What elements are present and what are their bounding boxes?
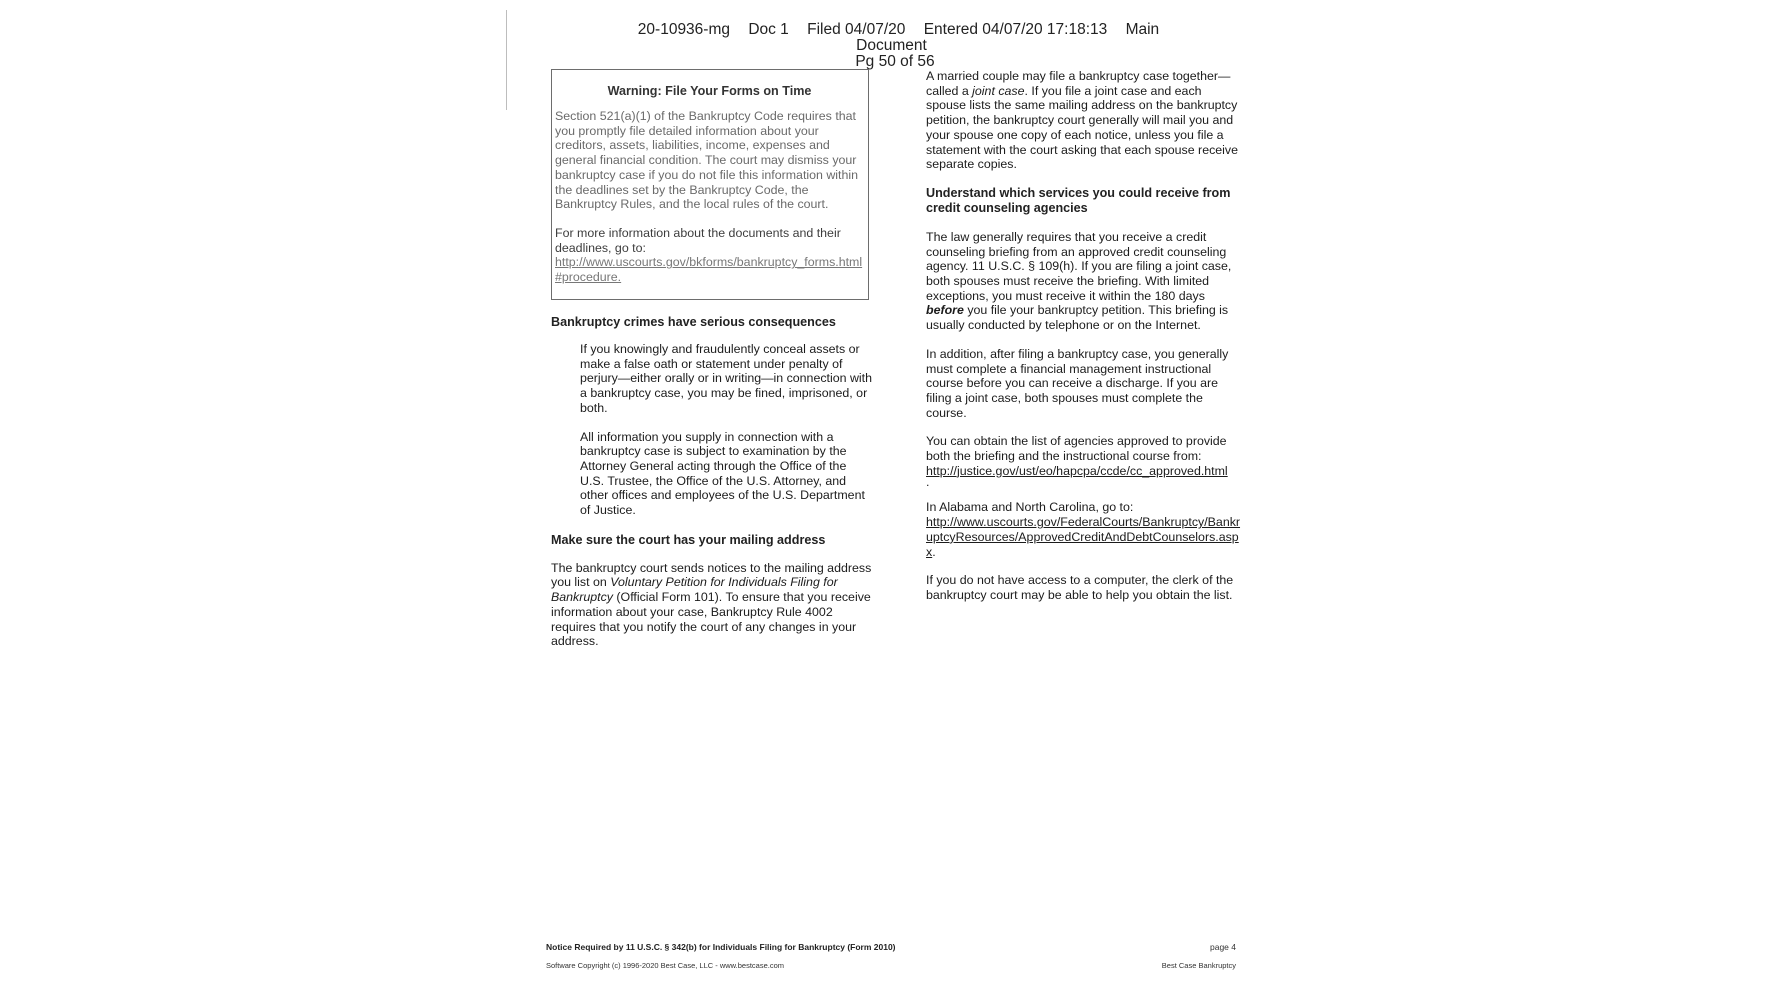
right-column: [926, 69, 1242, 603]
warning-title: Warning: File Your Forms on Time: [607, 84, 812, 98]
mailing-heading: Make sure the court has your mailing address: [551, 532, 826, 547]
footer-notice: Notice Required by 11 U.S.C. § 342(b) for Individuals Filing for Bankruptcy (Form 2010): [546, 942, 896, 952]
crimes-paragraph-2: All information you supply in connection with a bankruptcy case is subject to examination by the Attorney General acting through the Office of the U.S. Trustee, the Office of the U.S. Attorney, and other offices and employees of the U.S. Department of Justice.: [580, 429, 865, 518]
forms-deadlines-link[interactable]: http://www.uscourts.gov/bkforms/bankruptcy_forms.html#procedure.: [555, 255, 863, 285]
doc-number: Doc 1: [748, 21, 789, 38]
link2-period: .: [932, 544, 936, 559]
link1-period: .: [926, 475, 930, 490]
filed-date: Filed 04/07/20: [807, 21, 906, 38]
warning-box: [551, 69, 869, 300]
counseling-paragraph-2: In addition, after filing a bankruptcy case, you generally must complete a financial management instructional course before you can receive a discharge. If you are filing a joint case, both spouses must complete the course.: [926, 346, 1229, 420]
warning-more-info: For more information about the documents and their deadlines, go to:: [555, 225, 841, 255]
alabama-nc-paragraph: In Alabama and North Carolina, go to:: [926, 500, 1134, 515]
clerk-help-paragraph: If you do not have access to a computer, the clerk of the bankruptcy court may be able to help you obtain the list.: [926, 573, 1234, 602]
footer-copyright: Software Copyright (c) 1996-2020 Best Case, LLC - www.bestcase.com: [546, 961, 785, 970]
court-header: [600, 22, 1190, 70]
case-number: 20-10936-mg: [637, 21, 730, 38]
counseling-paragraph-1: The law generally requires that you receive a credit counseling briefing from an approved credit counseling agency. 11 U.S.C. § 109(h). If you are filing a joint case, both spouses must receive the briefing. With limited exceptions, you must receive it within the 180 days before you file your bankruptcy petition. This briefing is usually conducted by telephone or on the Internet.: [926, 229, 1232, 333]
footer-page-number: page 4: [1210, 942, 1236, 952]
scan-edge-line: [506, 10, 507, 110]
crimes-heading: Bankruptcy crimes have serious consequences: [551, 315, 836, 329]
approved-agencies-link[interactable]: http://justice.gov/ust/eo/hapcpa/ccde/cc_approved.html: [926, 463, 1228, 478]
entered-date: Entered 04/07/20 17:18:13: [923, 21, 1108, 38]
counseling-paragraph-3: You can obtain the list of agencies approved to provide both the briefing and the instructional course from:: [926, 434, 1227, 464]
footer-brand: Best Case Bankruptcy: [1161, 961, 1236, 970]
left-column: [551, 69, 873, 649]
document-type: Main Document: [856, 21, 1160, 54]
joint-case-paragraph: A married couple may file a bankruptcy case together—called a joint case. If you file a joint case and each spouse lists the same mailing address on the bankruptcy petition, the bankruptcy court generally will mail you and your spouse one copy of each notice, unless you file a statement with the court asking that each spouse receive separate copies.: [926, 69, 1239, 172]
alabama-nc-counselors-link[interactable]: http://www.uscourts.gov/FederalCourts/Bankruptcy/BankruptcyResources/ApprovedCreditAndDebtCounselors.aspx: [926, 515, 1241, 559]
counseling-heading: Understand which services you could receive from credit counseling agencies: [926, 185, 1231, 215]
mailing-paragraph: The bankruptcy court sends notices to the mailing address you list on Voluntary Petition for Individuals Filing for Bankruptcy (Official Form 101). To ensure that you receive information about your case, Bankruptcy Rule 4002 requires that you notify the court of any changes in your address.: [551, 560, 872, 649]
page-count: Pg 50 of 56: [855, 53, 935, 70]
crimes-paragraph-1: If you knowingly and fraudulently conceal assets or make a false oath or statement under penalty of perjury—either orally or in writing—in connection with a bankruptcy case, you may be fined, imprisoned, or both.: [580, 342, 872, 415]
warning-body: Section 521(a)(1) of the Bankruptcy Code requires that you promptly file detailed information about your creditors, assets, liabilities, income, expenses and general financial condition. The court may dismiss your bankruptcy case if you do not file this information within the deadlines set by the Bankruptcy Code, the Bankruptcy Rules, and the local rules of the court.: [555, 109, 859, 212]
